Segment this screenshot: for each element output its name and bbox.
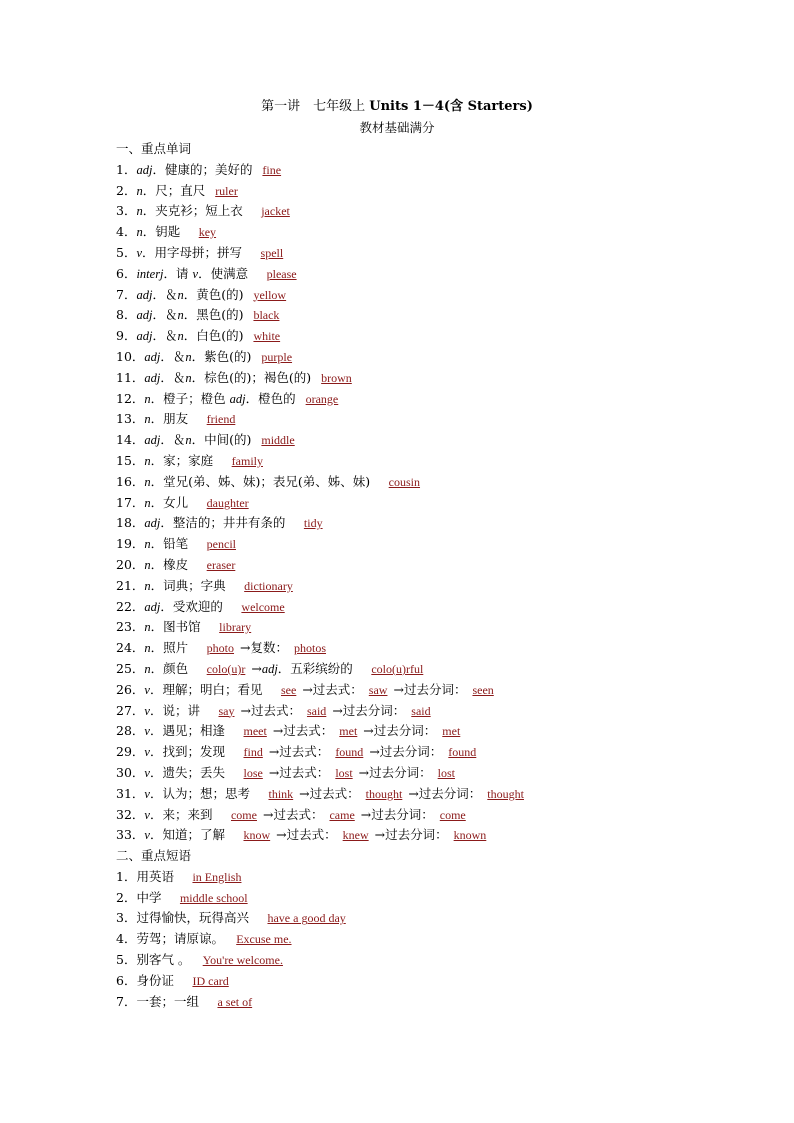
item-text: ．找到；发现 <box>149 744 238 760</box>
item-text: 2．中学 <box>116 889 174 905</box>
item-text: ．＆ <box>152 286 178 302</box>
part-of-speech: n <box>177 287 184 302</box>
part-of-speech: adj <box>144 349 161 364</box>
answer-blank: see <box>280 682 297 697</box>
phrase-item <box>116 908 756 929</box>
word-item <box>116 264 756 285</box>
word-item <box>116 784 756 805</box>
answer-blank: yellow <box>253 287 287 302</box>
section-heading: 二、重点短语 <box>116 848 192 864</box>
item-text: →过去分词： <box>374 827 448 843</box>
answer-blank: came <box>329 807 355 822</box>
word-item <box>116 534 756 555</box>
item-text: ．颜色 <box>150 660 201 676</box>
answer-blank: said <box>411 703 431 718</box>
answer-blank: cousin <box>388 474 421 489</box>
item-text: ．＆ <box>152 328 178 344</box>
part-of-speech: adj <box>136 162 153 177</box>
item-text: ．＆ <box>160 432 186 448</box>
answer-blank: saw <box>368 682 388 697</box>
answer-blank: seen <box>472 682 494 697</box>
word-item <box>116 638 756 659</box>
item-text: ．五彩缤纷的 <box>277 660 366 676</box>
answer-blank: pencil <box>206 537 236 552</box>
part-of-speech: adj <box>136 287 153 302</box>
answer-blank: lost <box>335 765 353 780</box>
part-of-speech: adj <box>136 329 153 344</box>
word-item <box>116 493 756 514</box>
part-of-speech: n <box>144 495 151 510</box>
part-of-speech: v <box>144 786 150 801</box>
answer-blank: colo(u)rful <box>371 661 424 676</box>
item-text: 5． <box>116 244 137 260</box>
item-text: ．遇见；相逢 <box>149 723 238 739</box>
item-text: →过去分词： <box>393 681 467 697</box>
item-text: 17． <box>116 494 145 510</box>
word-item <box>116 368 756 389</box>
word-item <box>116 472 756 493</box>
item-text: 10． <box>116 348 145 364</box>
part-of-speech: n <box>177 308 184 323</box>
title-units: Units 1－4(含 Starters) <box>369 99 533 114</box>
part-of-speech: n <box>144 474 151 489</box>
item-text: 19． <box>116 536 145 552</box>
answer-blank: black <box>253 308 280 323</box>
part-of-speech: n <box>185 370 192 385</box>
answer-blank: know <box>243 828 271 843</box>
answer-blank: in English <box>192 869 242 884</box>
part-of-speech: v <box>144 765 150 780</box>
item-text: ．家；家庭 <box>150 452 226 468</box>
answer-blank: key <box>198 225 217 240</box>
item-text: →过去分词： <box>408 785 482 801</box>
item-text: 16． <box>116 473 145 489</box>
item-text: ．使满意 <box>198 265 261 281</box>
item-text: 21． <box>116 577 145 593</box>
item-text: 29． <box>116 744 145 760</box>
answer-blank: found <box>335 745 364 760</box>
part-of-speech: v <box>136 245 143 260</box>
item-text: ．说；讲 <box>149 702 213 718</box>
answer-blank: photo <box>206 641 235 656</box>
answer-blank: purple <box>261 349 293 364</box>
item-text: 24． <box>116 640 145 656</box>
answer-blank: ruler <box>215 183 238 198</box>
word-item <box>116 409 756 430</box>
item-text: 6． <box>116 265 137 281</box>
part-of-speech: n <box>144 453 151 468</box>
item-text: ．堂兄(弟、姊、妹)；表兄(弟、姊、妹) <box>150 473 383 489</box>
item-text: 6．身份证 <box>116 972 187 988</box>
item-text: →过去式： <box>299 785 360 801</box>
part-of-speech: n <box>144 412 151 427</box>
answer-blank: orange <box>305 391 339 406</box>
item-text: 25． <box>116 660 145 676</box>
item-text: 3．过得愉快，玩得高兴 <box>116 910 262 926</box>
item-text: 8． <box>116 307 137 323</box>
answer-blank: Excuse me. <box>236 932 292 947</box>
word-item <box>116 597 756 618</box>
item-text: ．受欢迎的 <box>160 598 236 614</box>
answer-blank: white <box>253 329 281 344</box>
item-text: 7．一套；一组 <box>116 993 212 1009</box>
item-text: ．理解；明白；看见 <box>149 681 275 697</box>
item-text: →过去分词： <box>332 702 406 718</box>
item-text: →过去分词： <box>363 723 437 739</box>
answer-blank: family <box>231 453 263 468</box>
answer-blank: knew <box>342 828 369 843</box>
item-text: ．橙子；橙色 <box>150 390 230 406</box>
item-text: 2． <box>116 182 137 198</box>
item-text: ．黑色(的) <box>183 307 248 323</box>
item-text: 30． <box>116 764 145 780</box>
word-item <box>116 576 756 597</box>
phrase-item <box>116 929 756 950</box>
word-item <box>116 389 756 410</box>
part-of-speech: v <box>192 266 199 281</box>
answer-blank: say <box>218 703 235 718</box>
part-of-speech: n <box>144 620 151 635</box>
part-of-speech: n <box>144 391 151 406</box>
phrase-item <box>116 867 756 888</box>
item-text: 27． <box>116 702 145 718</box>
answer-blank: thought <box>487 786 524 801</box>
part-of-speech: n <box>144 578 151 593</box>
part-of-speech: v <box>144 807 150 822</box>
item-text: ．朋友 <box>150 411 201 427</box>
word-item <box>116 513 756 534</box>
title-prefix: 第一讲 七年级上 <box>261 99 366 114</box>
phrase-item <box>116 992 756 1013</box>
item-text: ．＆ <box>160 369 186 385</box>
part-of-speech: v <box>144 724 150 739</box>
item-text: →过去分词： <box>360 806 434 822</box>
item-text: →过去式： <box>240 702 301 718</box>
section-heading: 一、重点单词 <box>116 141 192 156</box>
answer-blank: You're welcome. <box>202 953 283 968</box>
answer-blank: known <box>453 828 487 843</box>
item-text: ．照片 <box>150 640 201 656</box>
answer-blank: come <box>439 807 466 822</box>
part-of-speech: v <box>144 828 150 843</box>
page-subtitle: 教材基础满分 <box>359 120 435 135</box>
part-of-speech: n <box>144 641 151 656</box>
word-item <box>116 617 756 638</box>
word-item <box>116 243 756 264</box>
word-item <box>116 763 756 784</box>
answer-blank: colo(u)r <box>206 661 246 676</box>
item-text: ．尺；直尺 <box>142 182 210 198</box>
item-text: ．＆ <box>152 307 178 323</box>
part-of-speech: adj <box>144 599 161 614</box>
item-text: 26． <box>116 681 145 697</box>
item-text: ．女儿 <box>150 494 201 510</box>
part-of-speech: interj <box>136 266 164 281</box>
part-of-speech: adj <box>136 308 153 323</box>
part-of-speech: n <box>185 433 192 448</box>
answer-blank: think <box>268 786 294 801</box>
item-text: →过去分词： <box>358 764 432 780</box>
item-text: →复数： <box>240 640 288 656</box>
item-text: ．用字母拼；拼写 <box>142 244 255 260</box>
part-of-speech: n <box>136 225 143 240</box>
page-title <box>0 99 794 115</box>
item-text: 32． <box>116 806 145 822</box>
part-of-speech: n <box>185 349 192 364</box>
answer-blank: dictionary <box>244 578 293 593</box>
item-text: 23． <box>116 619 145 635</box>
word-item <box>116 555 756 576</box>
item-text: ．请 <box>163 265 193 281</box>
answer-blank: find <box>243 745 263 760</box>
answer-blank: ID card <box>192 973 229 988</box>
item-text: → <box>251 660 262 676</box>
item-text: 31． <box>116 785 145 801</box>
item-text: ．来；来到 <box>149 806 225 822</box>
item-text: ．夹克衫；短上衣 <box>142 203 256 219</box>
item-text: ．知道；了解 <box>149 827 238 843</box>
answer-blank: eraser <box>206 557 236 572</box>
word-item <box>116 701 756 722</box>
item-text: 15． <box>116 452 145 468</box>
answer-blank: have a good day <box>267 911 346 926</box>
item-text: 4． <box>116 224 137 240</box>
part-of-speech: n <box>136 183 143 198</box>
item-text: 22． <box>116 598 145 614</box>
word-item <box>116 430 756 451</box>
part-of-speech: n <box>136 204 143 219</box>
part-of-speech: adj <box>229 391 246 406</box>
part-of-speech: n <box>144 537 151 552</box>
word-item <box>116 451 756 472</box>
item-text: ．橙色的 <box>245 390 300 406</box>
item-text: 1．用英语 <box>116 868 187 884</box>
part-of-speech: v <box>144 745 150 760</box>
item-text: ．钥匙 <box>142 224 193 240</box>
part-of-speech: v <box>144 703 150 718</box>
part-of-speech: adj <box>144 516 161 531</box>
item-text: 1． <box>116 161 137 177</box>
exercise-list <box>116 139 756 1012</box>
item-text: ．中间(的) <box>191 432 256 448</box>
item-text: →过去式： <box>272 723 334 739</box>
item-text: ．整洁的；井井有条的 <box>160 515 298 531</box>
answer-blank: friend <box>206 412 236 427</box>
word-item <box>116 680 756 701</box>
answer-blank: middle <box>261 433 295 448</box>
word-item <box>116 347 756 368</box>
answer-blank: brown <box>321 370 352 385</box>
word-item <box>116 659 756 680</box>
word-item <box>116 285 756 306</box>
answer-blank: met <box>339 724 358 739</box>
part-of-speech: adj <box>261 661 278 676</box>
item-text: ．白色(的) <box>183 328 248 344</box>
part-of-speech: v <box>144 682 150 697</box>
part-of-speech: n <box>144 661 151 676</box>
item-text: 13． <box>116 411 145 427</box>
answer-blank: lost <box>437 765 455 780</box>
item-text: 11． <box>116 369 145 385</box>
word-item <box>116 201 756 222</box>
item-text: ．橡皮 <box>150 556 201 572</box>
answer-blank: tidy <box>303 516 323 531</box>
word-item <box>116 305 756 326</box>
word-item <box>116 742 756 763</box>
item-text: 28． <box>116 723 145 739</box>
answer-blank: met <box>442 724 461 739</box>
answer-blank: come <box>230 807 257 822</box>
phrase-item <box>116 888 756 909</box>
answer-blank: meet <box>243 724 267 739</box>
phrase-item <box>116 950 756 971</box>
part-of-speech: adj <box>144 370 161 385</box>
answer-blank: photos <box>294 641 327 656</box>
answer-blank: middle school <box>179 890 248 905</box>
answer-blank: thought <box>365 786 403 801</box>
word-item <box>116 181 756 202</box>
answer-blank: said <box>306 703 327 718</box>
word-item <box>116 825 756 846</box>
item-text: ．词典；字典 <box>150 577 239 593</box>
item-text: 4．劳驾；请原谅。 <box>116 931 231 947</box>
item-text: ．＆ <box>160 348 186 364</box>
item-text: ．棕色(的)；褐色(的) <box>191 369 316 385</box>
item-text: 33． <box>116 827 145 843</box>
part-of-speech: adj <box>144 433 161 448</box>
item-text: 12． <box>116 390 145 406</box>
item-text: ．健康的；美好的 <box>152 161 257 177</box>
answer-blank: lose <box>243 765 263 780</box>
item-text: 14． <box>116 432 145 448</box>
word-item <box>116 222 756 243</box>
answer-blank: spell <box>260 245 284 260</box>
word-item <box>116 721 756 742</box>
answer-blank: a set of <box>217 994 253 1009</box>
part-of-speech: n <box>144 557 151 572</box>
item-text: ．遗失；丢失 <box>149 764 238 780</box>
part-of-speech: n <box>177 329 184 344</box>
item-text: ．铅笔 <box>150 536 201 552</box>
item-text: ．黄色(的) <box>183 286 248 302</box>
item-text: 3． <box>116 203 137 219</box>
word-item <box>116 160 756 181</box>
item-text: ．认为；想；思考 <box>149 785 263 801</box>
answer-blank: fine <box>262 162 282 177</box>
item-text: →过去式： <box>268 764 330 780</box>
item-text: 9． <box>116 328 137 344</box>
phrase-item <box>116 971 756 992</box>
answer-blank: please <box>266 266 297 281</box>
answer-blank: jacket <box>261 204 290 219</box>
item-text: 18． <box>116 515 145 531</box>
answer-blank: daughter <box>206 495 249 510</box>
item-text: ．紫色(的) <box>191 348 256 364</box>
item-text: →过去式： <box>262 806 324 822</box>
item-text: 7． <box>116 286 137 302</box>
answer-blank: found <box>448 745 477 760</box>
answer-blank: library <box>219 620 252 635</box>
item-text: →过去式： <box>302 681 363 697</box>
item-text: ．图书馆 <box>150 619 214 635</box>
word-item <box>116 326 756 347</box>
item-text: 20． <box>116 556 145 572</box>
item-text: →过去分词： <box>369 744 443 760</box>
item-text: →过去式： <box>268 744 330 760</box>
item-text: →过去式： <box>276 827 337 843</box>
word-item <box>116 805 756 826</box>
item-text: 5．别客气 。 <box>116 952 197 968</box>
answer-blank: welcome <box>241 599 285 614</box>
